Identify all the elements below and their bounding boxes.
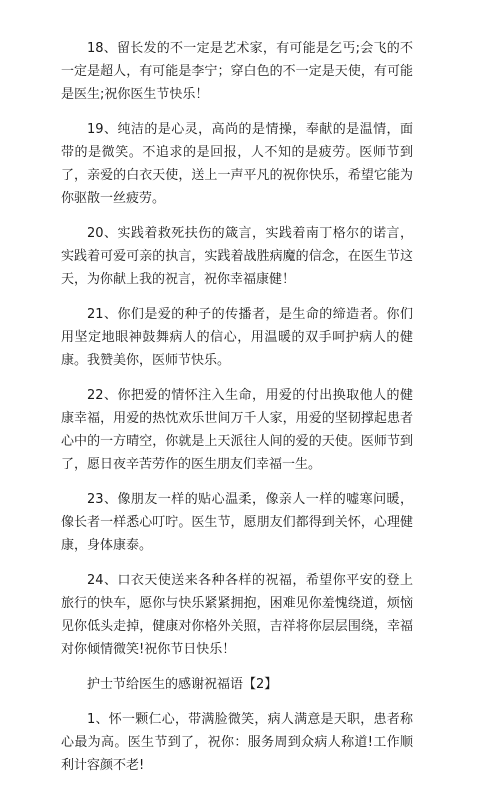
document-body [61, 37, 413, 789]
blessing-paragraph-20: 20、实践着救死扶伤的箴言，实践着南丁格尔的诺言，实践着可爱可亲的执言，实践着战胜病魔的信念，在医生节这天，为你献上我的祝言，祝你幸福康健！ [61, 226, 413, 287]
blessing-paragraph-24: 24、口衣天使送来各种各样的祝福，希望你平安的登上旅行的快车，愿你与快乐紧紧拥抱，困难见你羞愧绕道，烦恼见你低头走掉，健康对你格外关照，吉祥将你层层围绕，幸福对你倾情微笑!祝你节日快乐！ [61, 573, 413, 657]
blessing-paragraph-18: 18、留长发的不一定是艺术家，有可能是乞丐;会飞的不一定是超人，有可能是李宁；穿白色的不一定是天使，有可能是医生;祝你医生节快乐！ [61, 41, 413, 102]
blessing-paragraph-21: 21、你们是爱的种子的传播者，是生命的缔造者。你们用坚定地眼神鼓舞病人的信心，用温暖的双手呵护病人的健康。我赞美你，医师节快乐。 [61, 307, 413, 368]
blessing-paragraph-23: 23、像朋友一样的贴心温柔，像亲人一样的嘘寒问暖，像长者一样悉心叮咛。医生节，愿朋友们都得到关怀，心理健康，身体康泰。 [61, 492, 413, 553]
section-paragraph-1: 1、怀一颗仁心，带满脸微笑，病人满意是天职，患者称心最为高。医生节到了，祝你：服务周到众病人称道!工作顺利计容颜不老! [61, 712, 413, 773]
blessing-paragraph-22: 22、你把爱的情怀注入生命，用爱的付出换取他人的健康幸福，用爱的热忱欢乐世间万千人家，用爱的坚韧撑起患者心中的一方晴空，你就是上天派往人间的爱的天使。医师节到了，愿日夜辛苦劳作的医生朋友们幸福一生。 [61, 388, 413, 472]
blessing-paragraph-19: 19、纯洁的是心灵，高尚的是情操，奉献的是温情，面带的是微笑。不追求的是回报，人不知的是疲劳。医师节到了，亲爱的白衣天使，送上一声平凡的祝你快乐，希望它能为你驱散一丝疲劳。 [61, 122, 413, 206]
section-heading: 护士节给医生的感谢祝福语【2】 [87, 677, 278, 692]
